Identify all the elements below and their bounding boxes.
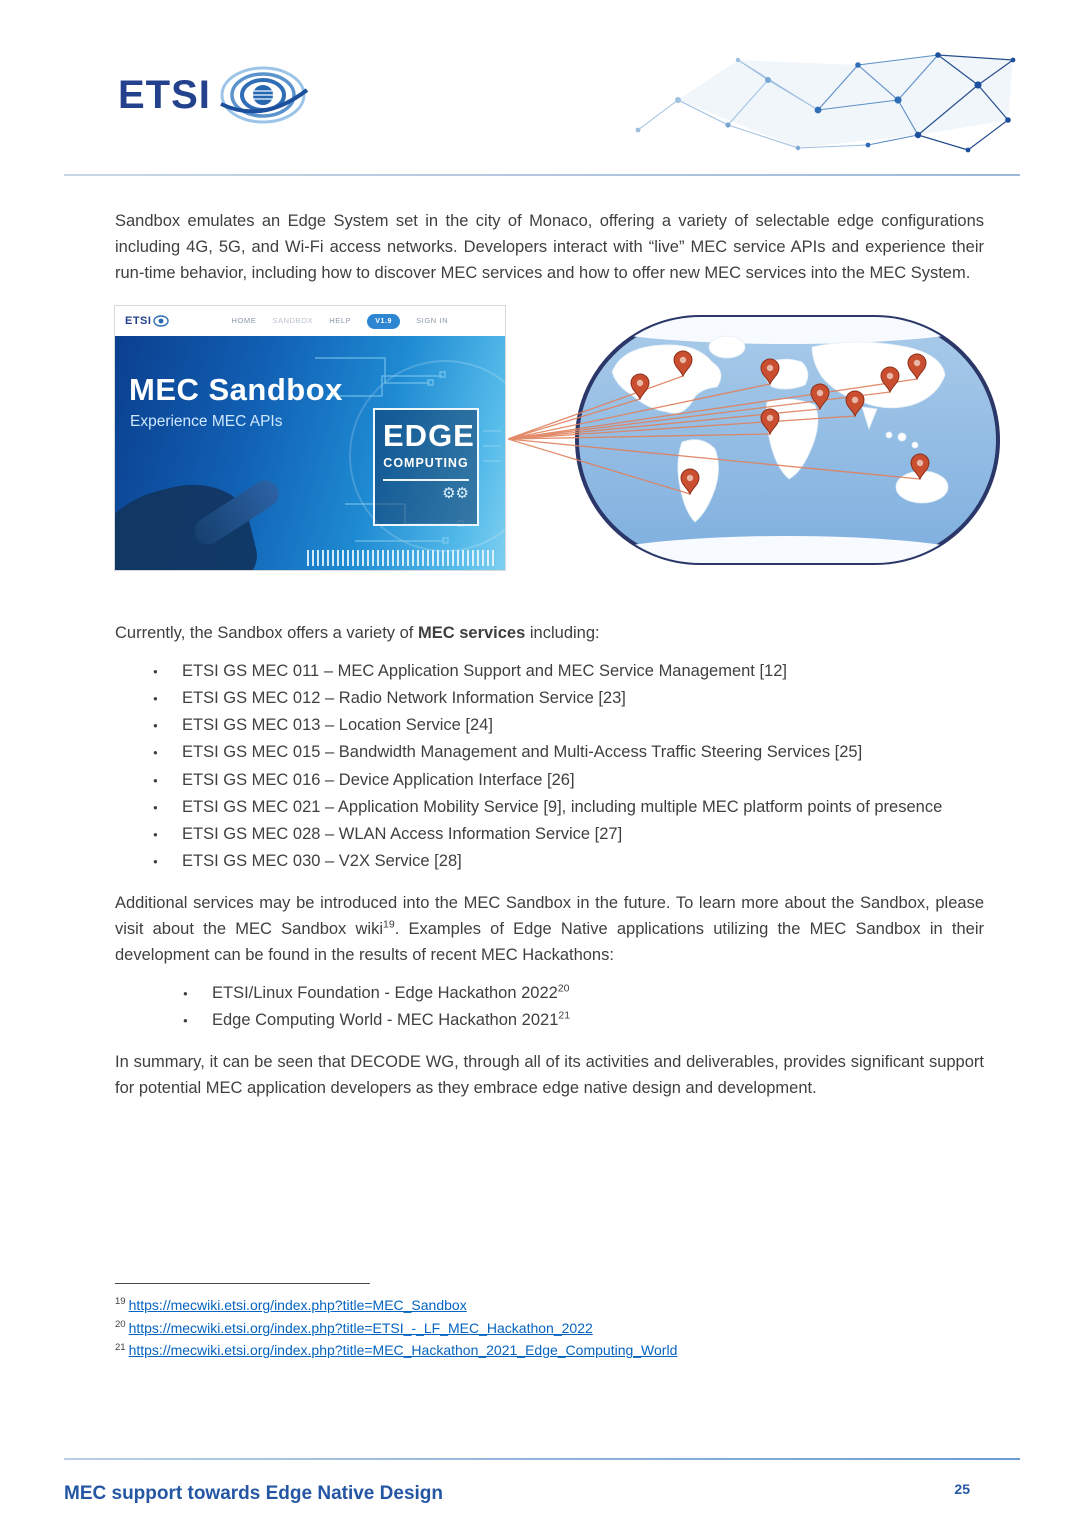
mec-services-list xyxy=(115,658,984,874)
additional-paragraph: Additional services may be introduced into the MEC Sandbox in the future. To learn more about the Sandbox, please visit about the MEC Sandbox wiki$^{19}$. Examples of Edge Native applications utilizing the MEC Sandbox in their development can be found in the results of recent MEC Hackathons: xyxy=(115,893,984,964)
list-item: ● ETSI GS MEC 015 – Bandwidth Management and Multi-Access Traffic Steering Services [25] xyxy=(115,739,984,765)
edge-computing-badge xyxy=(373,408,479,526)
sandbox-title: MEC Sandbox xyxy=(129,372,343,408)
intro-paragraph: Sandbox emulates an Edge System set in the city of Monaco, offering a variety of selectable edge configurations including 4G, 5G, and Wi-Fi access networks. Developers interact with “live” MEC service APIs and experience their run-time behavior, including how to discover MEC services and how to offer new MEC services into the MEC System. xyxy=(115,212,984,283)
footnote-ref-21: 21 xyxy=(558,1009,571,1022)
list-item: ● ETSI GS MEC 011 – MEC Application Support and MEC Service Management [12] xyxy=(115,658,984,684)
sandbox-version-badge: V1.9 xyxy=(367,314,400,329)
sandbox-menu-sandbox: SANDBOX xyxy=(272,316,314,326)
sandbox-signin: SIGN IN xyxy=(416,316,449,326)
page-number: 25 xyxy=(954,1481,970,1497)
page-header xyxy=(0,0,1080,178)
gear-icons: ⚙⚙ xyxy=(442,484,469,502)
services-intro: Currently, the Sandbox offers a variety of MEC services including: xyxy=(115,624,600,643)
mec-sandbox-screenshot xyxy=(115,306,505,570)
list-item: ● ETSI GS MEC 028 – WLAN Access Information Service [27] xyxy=(115,821,984,847)
footnote-ref-20: 20 xyxy=(557,982,570,995)
world-map-figure xyxy=(505,306,1000,574)
network-decoration-graphic xyxy=(618,40,1018,160)
document-body xyxy=(0,178,1080,1101)
edge-label: EDGE xyxy=(383,418,475,454)
list-item: ● ETSI GS MEC 030 – V2X Service [28] xyxy=(115,848,984,874)
footnote-ref-19: 19 xyxy=(383,918,395,931)
list-item: ● ETSI GS MEC 013 – Location Service [24] xyxy=(115,712,984,738)
footnote-link-hackathon-2021[interactable]: https://mecwiki.etsi.org/index.php?title=MEC_Hackathon_2021_Edge_Computing_World xyxy=(128,1342,678,1359)
summary-paragraph: In summary, it can be seen that DECODE WG, through all of its activities and deliverables, provides significant support for potential MEC application developers as they embrace edge native design and development. xyxy=(115,1053,984,1098)
footnote-link-mec-sandbox[interactable]: https://mecwiki.etsi.org/index.php?title=MEC_Sandbox xyxy=(128,1297,467,1313)
list-item: ● ETSI/Linux Foundation - Edge Hackathon 2022$^{20}$ xyxy=(115,980,984,1006)
footnote-19: $^{19}$ https://mecwiki.etsi.org/index.php?title=MEC_Sandbox xyxy=(115,1296,467,1313)
etsi-globe-icon xyxy=(217,62,309,128)
footnotes-section xyxy=(115,1283,984,1362)
sandbox-subtitle: Experience MEC APIs xyxy=(130,413,283,431)
footnote-20: $^{20}$ https://mecwiki.etsi.org/index.php?title=ETSI_-_LF_MEC_Hackathon_2022 xyxy=(115,1319,593,1336)
etsi-logo xyxy=(118,62,309,128)
mec-services-bold: MEC services xyxy=(417,624,526,643)
sandbox-menu xyxy=(231,314,448,329)
figure-row xyxy=(115,306,984,574)
computing-label: COMPUTING xyxy=(383,451,469,481)
barcode-decoration xyxy=(307,550,497,566)
footnote-link-hackathon-2022[interactable]: https://mecwiki.etsi.org/index.php?title=ETSI_-_LF_MEC_Hackathon_2022 xyxy=(128,1319,593,1336)
sandbox-hero xyxy=(115,336,505,570)
footnote-divider xyxy=(115,1283,370,1284)
list-item: ● ETSI GS MEC 016 – Device Application Interface [26] xyxy=(115,767,984,793)
list-item: ● ETSI GS MEC 021 – Application Mobility Service [9], including multiple MEC platform points of presence xyxy=(115,794,984,820)
sandbox-etsi-logo: ETSI xyxy=(125,313,169,330)
sandbox-menu-home: HOME xyxy=(231,316,257,326)
etsi-logo-text: ETSI xyxy=(118,72,211,117)
list-item: ● Edge Computing World - MEC Hackathon 2021$^{21}$ xyxy=(115,1007,984,1033)
footer-title: MEC support towards Edge Native Design xyxy=(64,1483,443,1504)
header-divider xyxy=(64,174,1020,176)
footer-divider xyxy=(64,1458,1020,1460)
page-footer xyxy=(64,1483,970,1505)
list-item: ● ETSI GS MEC 012 – Radio Network Information Service [23] xyxy=(115,685,984,711)
sandbox-globe-icon xyxy=(153,315,169,327)
footnote-21: $^{21}$ https://mecwiki.etsi.org/index.php?title=MEC_Hackathon_2021_Edge_Computing_World xyxy=(115,1341,678,1359)
hackathons-list xyxy=(115,980,984,1033)
sandbox-menu-help: HELP xyxy=(329,316,352,326)
sandbox-navbar xyxy=(115,306,505,336)
